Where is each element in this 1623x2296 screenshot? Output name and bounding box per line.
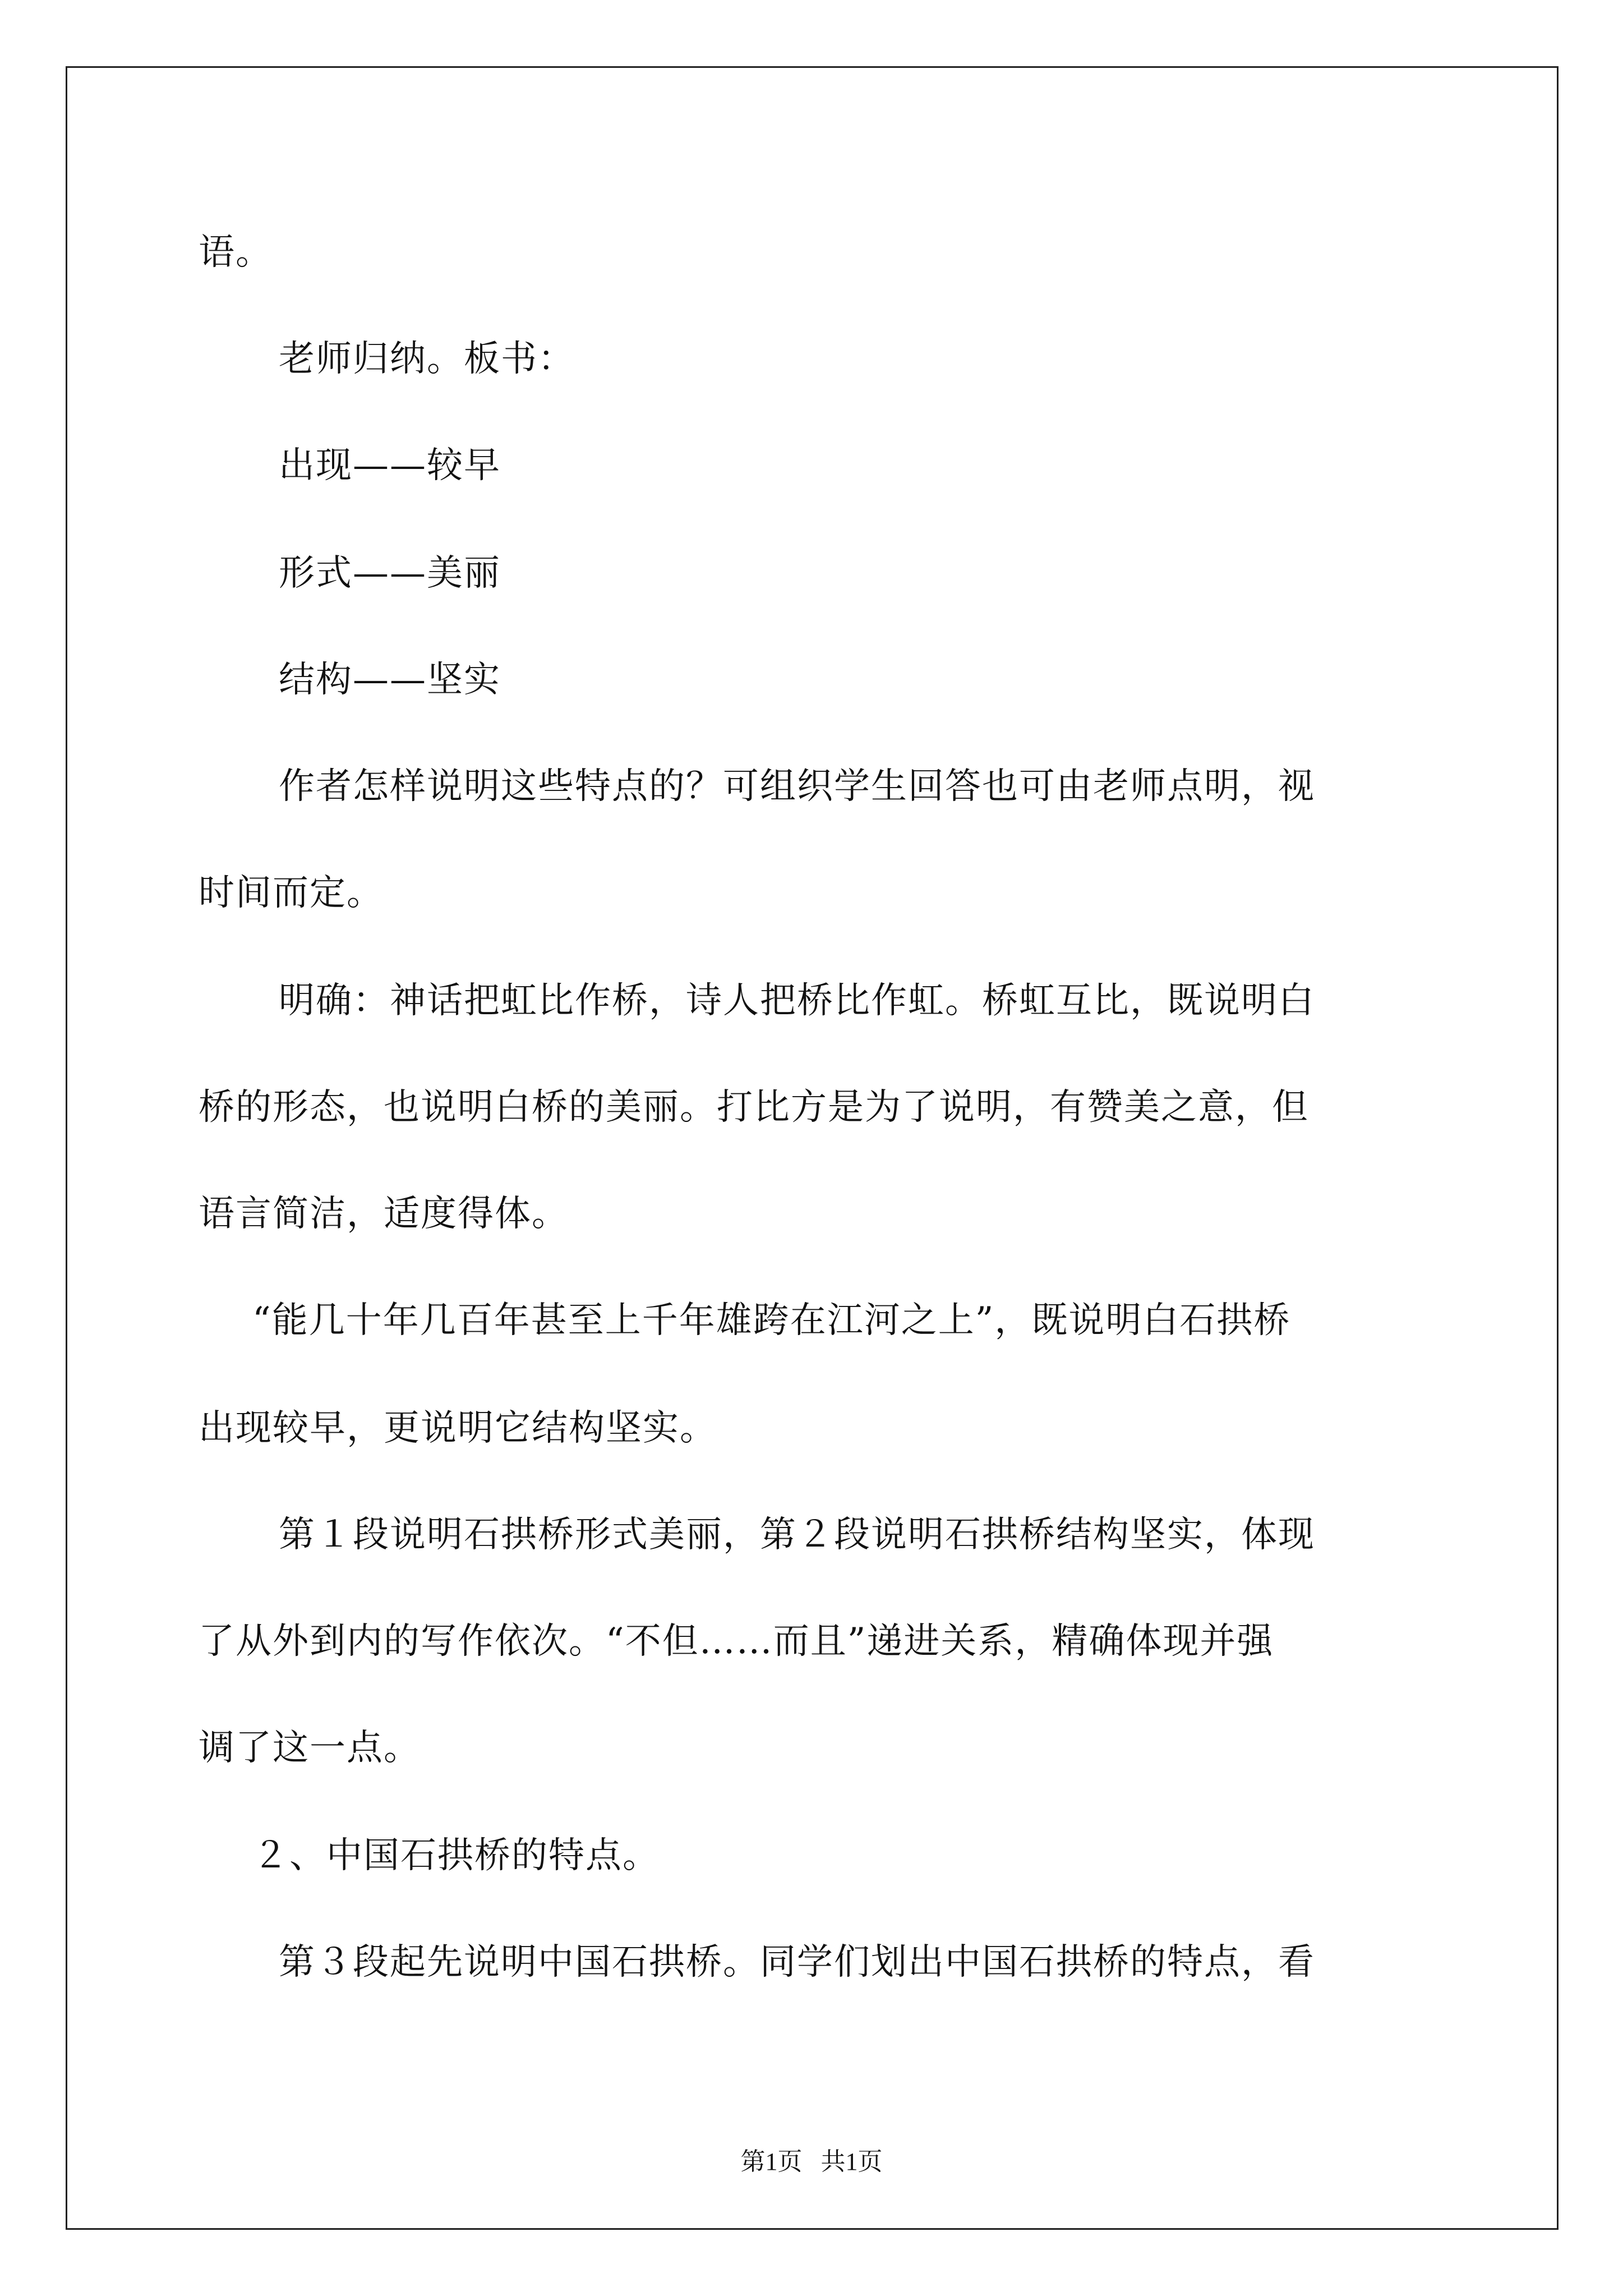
text-line-16: ２、中国石拱桥的特点。 — [252, 1835, 660, 1876]
page-footer: 第1页 共1页 — [740, 2148, 883, 2175]
text-line-10: 语言简洁，适度得体。 — [199, 1193, 569, 1235]
text-line-2: 老师归纳。板书： — [279, 338, 575, 380]
text-line-1: 语。 — [199, 232, 273, 273]
text-line-11: “能几十年几百年甚至上千年雄跨在江河之上”，既说明白石拱桥 — [252, 1300, 1291, 1341]
page-border — [66, 66, 1559, 2230]
text-line-9: 桥的形态，也说明白桥的美丽。打比方是为了说明，有赞美之意，但 — [199, 1087, 1309, 1128]
text-line-17: 第３段起先说明中国石拱桥。同学们划出中国石拱桥的特点，看 — [279, 1941, 1315, 1983]
text-line-12: 出现较早，更说明它结构坚实。 — [199, 1407, 717, 1449]
text-line-5: 结构——坚实 — [279, 659, 501, 701]
text-line-3: 出现——较早 — [279, 445, 501, 486]
text-line-4: 形式——美丽 — [279, 553, 501, 594]
text-line-13: 第１段说明石拱桥形式美丽，第２段说明石拱桥结构坚实，体现 — [279, 1514, 1315, 1556]
text-line-8: 明确：神话把虹比作桥，诗人把桥比作虹。桥虹互比，既说明白 — [279, 980, 1315, 1022]
text-line-7: 时间而定。 — [199, 872, 384, 914]
text-line-14: 了从外到内的写作依次。“不但……而且”递进关系，精确体现并强 — [199, 1621, 1274, 1662]
text-line-15: 调了这一点。 — [199, 1727, 421, 1769]
text-line-6: 作者怎样说明这些特点的？可组织学生回答也可由老师点明，视 — [279, 766, 1315, 807]
